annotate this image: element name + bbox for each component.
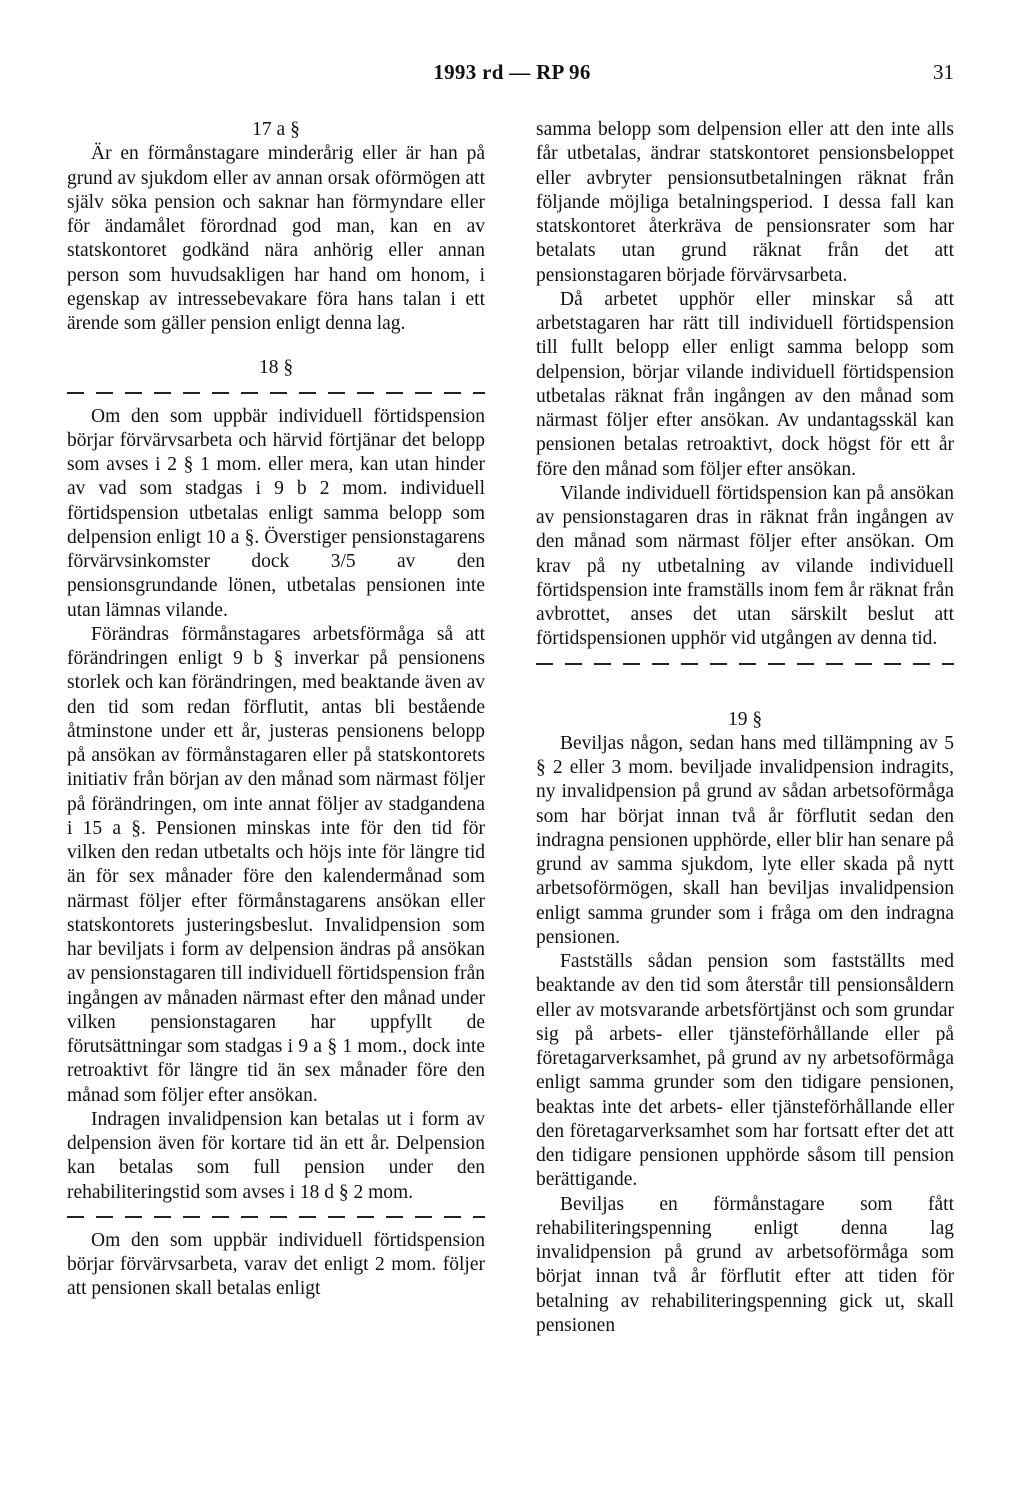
left-column: [67, 118, 485, 1302]
paragraph: Förändras förmånstagares arbetsförmåga så att förändringen enligt 9 b § inverkar på pensionens storlek och kan förändringen, med beaktande även av den tid som redan förflutit, antas bli bestående åtminstone under ett år, justeras pensionens belopp på ansökan av förmånstagaren eller på statskontorets initiativ från början av den månad som närmast följer på förändringen, om inte annat följer av stadgandena i 15 a §. Pensionen minskas inte för den tid för vilken den redan utbetalts och höjs inte för längre tid än för sex månader före den kalendermånad som närmast följer efter förmånstagarens ansökan eller statskontorets justeringsbeslut. Invalidpension som har beviljats i form av delpension ändras på ansökan av pensionstagaren till individuell förtidspension från ingången av månaden närmast efter den månad under vilken pensionstagaren har uppfyllt de förutsättningar som stadgas i 9 a § 1 mom., dock inte retroaktivt för längre tid än sex månader före den månad som följer efter ansökan.: [67, 623, 485, 1106]
page-header: [0, 60, 1024, 90]
paragraph: Då arbetet upphör eller minskar så att arbetstagaren har rätt till individuell förtidspension till fullt belopp eller enligt samma belopp som delpension, börjar vilande individuell förtidspension utbetalas räknat från ingången av den månad som närmast följer efter ansökan. Av undantagsskäl kan pensionen betalas retroaktivt, dock högst för ett år före den månad som följer efter ansökan.: [536, 288, 954, 480]
paragraph: samma belopp som delpension eller att den inte alls får utbetalas, ändrar statskontoret pensionsbeloppet eller avbryter pensionsutbetalningen räknat från följande möjliga betalningsperiod. I dessa fall kan statskontoret återkräva de pensionsrater som har betalats utan grund räknat från det att pensionstagaren började förvärvsarbeta.: [536, 119, 954, 286]
paragraph: Beviljas en förmånstagare som fått rehabiliteringspenning enligt denna lag invalidpension på grund av arbetsoförmåga som börjat innan två år förflutit efter att tiden för betalning av rehabiliteringspenning gick ut, skall pensionen: [536, 1193, 954, 1336]
section-heading-18: 18 §: [258, 357, 294, 379]
paragraph: Vilande individuell förtidspension kan på ansökan av pensionstagaren dras in räknat från ingången av den månad som närmast följer efter ansökan. Om krav på ny utbetalning av vilande individuell förtidspension inte framställs inom fem år räknat från avbrottet, anses det utan särskilt beslut att förtidspensionen upphör vid utgången av denna tid.: [536, 482, 954, 650]
paragraph: Fastställs sådan pension som fastställts med beaktande av den tid som återstår till pensionsåldern eller av motsvarande arbetsförtjänst och som grundar sig på arbets- eller tjänsteförhållande eller på företagarverksamhet, på grund av ny arbetsoförmåga enligt samma grunder som den tidigare pensionen, beaktas inte det arbets- eller tjänsteförhållande eller den företagarverksamhet som har fortsatt efter det att den tidigare pensionen upphörde såsom till pension berättigande.: [536, 951, 954, 1191]
section-heading-19: 19 §: [727, 708, 763, 730]
paragraph: Är en förmånstagare minderårig eller är han på grund av sjukdom eller av annan orsak oförmögen att själv söka pension och saknar han förmyndare eller för ändamålet förordnad god man, kan en av statskontoret godkänd nära anhörig eller annan person som huvudsakligen har hand om honom, i egenskap av intressebevakare föra hans talan i ett ärende som gäller pension enligt denna lag.: [67, 143, 485, 334]
paragraph: Beviljas någon, sedan hans med tillämpning av 5 § 2 eller 3 mom. beviljade invalidpension indragits, ny invalidpension på grund av sådan arbetsoförmåga som har börjat innan två år förflutit sedan den indragna pensionen upphörde, eller blir han senare på grund av samma sjukdom, lyte eller skada på nytt arbetsoförmögen, skall han beviljas invalidpension enligt samma grunder som i fråga om den indragna pensionen.: [536, 732, 955, 948]
paragraph: Indragen invalidpension kan betalas ut i form av delpension även för kortare tid än ett år. Delpension kan betalas som full pension under den rehabiliteringstid som avses i 18 d § 2 mom.: [67, 1108, 485, 1203]
omission-divider: [536, 652, 954, 676]
right-column: [536, 118, 954, 1338]
omission-divider: [67, 381, 485, 405]
section-heading-17a: 17 a §: [252, 119, 300, 140]
page-number: 31: [933, 60, 954, 84]
paragraph: Om den som uppbär individuell förtidspension börjar förvärvsarbeta, varav det enligt 2 mom. följer att pensionen skall betalas enligt: [67, 1229, 485, 1300]
omission-divider: [67, 1205, 485, 1229]
paragraph: Om den som uppbär individuell förtidspension börjar förvärvsarbeta och härvid förtjänar det belopp som avses i 2 § 1 mom. eller mera, kan utan hinder av vad som stadgas i 9 b 2 mom. individuell förtidspension utbetalas enligt samma belopp som delpension enligt 10 a §. Överstiger pensionstagarens förvärvsinkomster dock 3/5 av den pensionsgrundande lönen, utbetalas pensionen inte utan lämnas vilande.: [67, 405, 485, 621]
header-title: 1993 rd — RP 96: [433, 60, 591, 84]
